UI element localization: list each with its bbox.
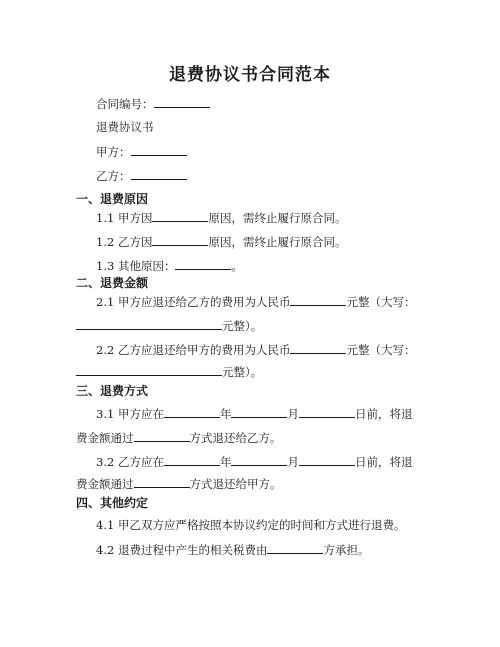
clause-3-1-year-blank[interactable] [164, 406, 220, 418]
clause-3-2-line2-suffix: 方式退还给甲方。 [189, 477, 282, 491]
clause-2-2-continued [76, 364, 262, 379]
clause-2-2-middle: 元整（大写： [346, 343, 416, 357]
document-name: 退费协议书 [96, 120, 154, 134]
contract-number-blank[interactable] [154, 96, 210, 108]
clause-1-1-prefix: 1.1 甲方因 [96, 211, 153, 225]
clause-3-2-day-suffix: 日前，将退 [354, 455, 413, 469]
section-1-heading: 一、退费原因 [76, 192, 149, 206]
contract-number-line [96, 96, 210, 111]
clause-3-1-line2-suffix: 方式退还给乙方。 [189, 431, 282, 445]
clause-2-1-end: 元整）。 [222, 319, 263, 333]
clause-2-1-capital-blank[interactable] [76, 318, 222, 330]
clause-3-1 [96, 406, 412, 421]
clause-3-1-line2-prefix: 费金额通过 [76, 431, 134, 445]
clause-3-2-continued [76, 476, 282, 491]
clause-2-1-continued [76, 318, 262, 333]
clause-3-1-month-blank[interactable] [231, 406, 287, 418]
clause-3-2 [96, 454, 412, 469]
clause-4-2 [96, 542, 369, 557]
clause-4-1: 4.1 甲乙双方应严格按照本协议约定的时间和方式进行退费。 [96, 518, 406, 532]
clause-1-3-suffix: 。 [231, 259, 243, 273]
clause-1-3-prefix: 1.3 其他原因： [96, 259, 176, 273]
section-4-heading: 四、其他约定 [76, 496, 149, 510]
clause-1-1 [96, 210, 346, 225]
contract-number-label: 合同编号： [96, 97, 154, 111]
clause-1-1-blank[interactable] [152, 210, 208, 222]
clause-2-1-amount-blank[interactable] [290, 294, 346, 306]
clause-3-1-method-blank[interactable] [134, 430, 190, 442]
clause-1-2-blank[interactable] [152, 234, 208, 246]
clause-3-2-year-blank[interactable] [164, 454, 220, 466]
clause-1-1-suffix: 原因，需终止履行原合同。 [208, 211, 347, 225]
clause-3-2-day-blank[interactable] [299, 454, 355, 466]
clause-3-2-month-label: 月 [287, 455, 299, 469]
clause-2-1-middle: 元整（大写： [346, 295, 416, 309]
section-3-heading: 三、退费方式 [76, 384, 149, 398]
document-title: 退费协议书合同范本 [169, 65, 331, 85]
clause-3-2-prefix: 3.2 乙方应在 [96, 455, 164, 469]
clause-2-1-prefix: 2.1 甲方应退还给乙方的费用为人民币 [96, 295, 291, 309]
clause-2-2-amount-blank[interactable] [290, 342, 346, 354]
clause-3-1-prefix: 3.1 甲方应在 [96, 407, 164, 421]
party-b-label: 乙方： [96, 169, 131, 183]
clause-3-2-year-label: 年 [219, 455, 232, 469]
clause-3-2-method-blank[interactable] [134, 476, 190, 488]
clause-3-2-line2-prefix: 费金额通过 [76, 477, 134, 491]
party-b-blank[interactable] [131, 168, 187, 180]
clause-2-1 [96, 294, 415, 309]
party-a-blank[interactable] [131, 144, 187, 156]
clause-4-2-party-blank[interactable] [267, 542, 323, 554]
clause-1-3-blank[interactable] [175, 258, 231, 270]
clause-2-2-end: 元整）。 [222, 365, 263, 379]
clause-3-2-month-blank[interactable] [231, 454, 287, 466]
clause-2-2 [96, 342, 415, 357]
party-a-label: 甲方： [96, 145, 131, 159]
clause-3-1-day-suffix: 日前，将退 [354, 407, 413, 421]
clause-2-2-capital-blank[interactable] [76, 364, 222, 376]
clause-1-2 [96, 234, 346, 249]
clause-4-2-prefix: 4.2 退费过程中产生的相关税费由 [96, 543, 268, 557]
clause-1-2-prefix: 1.2 乙方因 [96, 235, 153, 249]
clause-3-1-continued [76, 430, 282, 445]
clause-3-1-year-label: 年 [219, 407, 232, 421]
party-a-line [96, 144, 187, 159]
clause-1-2-suffix: 原因，需终止履行原合同。 [208, 235, 347, 249]
clause-1-3 [96, 258, 243, 273]
clause-2-2-prefix: 2.2 乙方应退还给甲方的费用为人民币 [96, 343, 291, 357]
clause-3-1-month-label: 月 [287, 407, 299, 421]
section-2-heading: 二、退费金额 [76, 276, 149, 290]
clause-4-2-suffix: 方承担。 [323, 543, 370, 557]
party-b-line [96, 168, 187, 183]
clause-3-1-day-blank[interactable] [299, 406, 355, 418]
